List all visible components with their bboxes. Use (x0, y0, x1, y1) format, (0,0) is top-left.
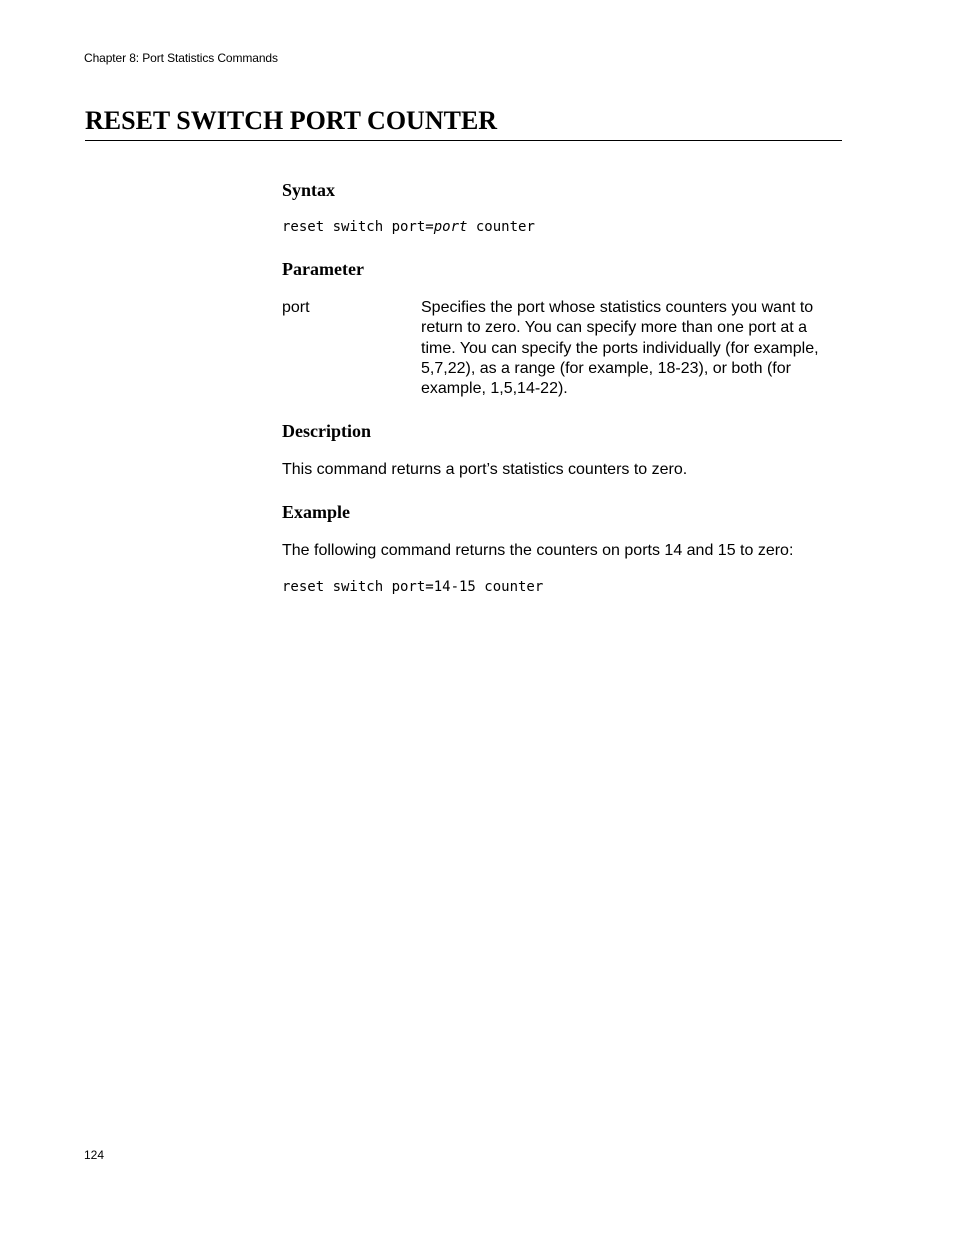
parameter-name: port (282, 299, 310, 316)
syntax-command-variable: port (433, 219, 468, 235)
syntax-command-suffix: counter (467, 219, 535, 235)
example-text: The following command returns the counters on ports 14 and 15 to zero: (282, 542, 794, 559)
syntax-command (282, 218, 535, 236)
parameter-description: Specifies the port whose statistics counters you want to return to zero. You can specify more than one port at a time. You can specify the ports individually (for example, 5,7,22), as a range (for example, 18-23), or both (for example, 1,5,14-22). (421, 299, 819, 398)
description-text: This command returns a port’s statistics counters to zero. (282, 461, 688, 478)
syntax-heading: Syntax (282, 180, 336, 200)
page-number: 124 (84, 1148, 105, 1162)
running-header: Chapter 8: Port Statistics Commands (84, 51, 278, 65)
example-command: reset switch port=14-15 counter (282, 579, 544, 595)
syntax-command-prefix: reset switch port= (282, 219, 434, 235)
page-title: RESET SWITCH PORT COUNTER (85, 106, 498, 135)
description-heading: Description (282, 421, 371, 441)
example-heading: Example (282, 502, 351, 522)
title-rule (85, 140, 842, 141)
parameter-heading: Parameter (282, 259, 364, 279)
